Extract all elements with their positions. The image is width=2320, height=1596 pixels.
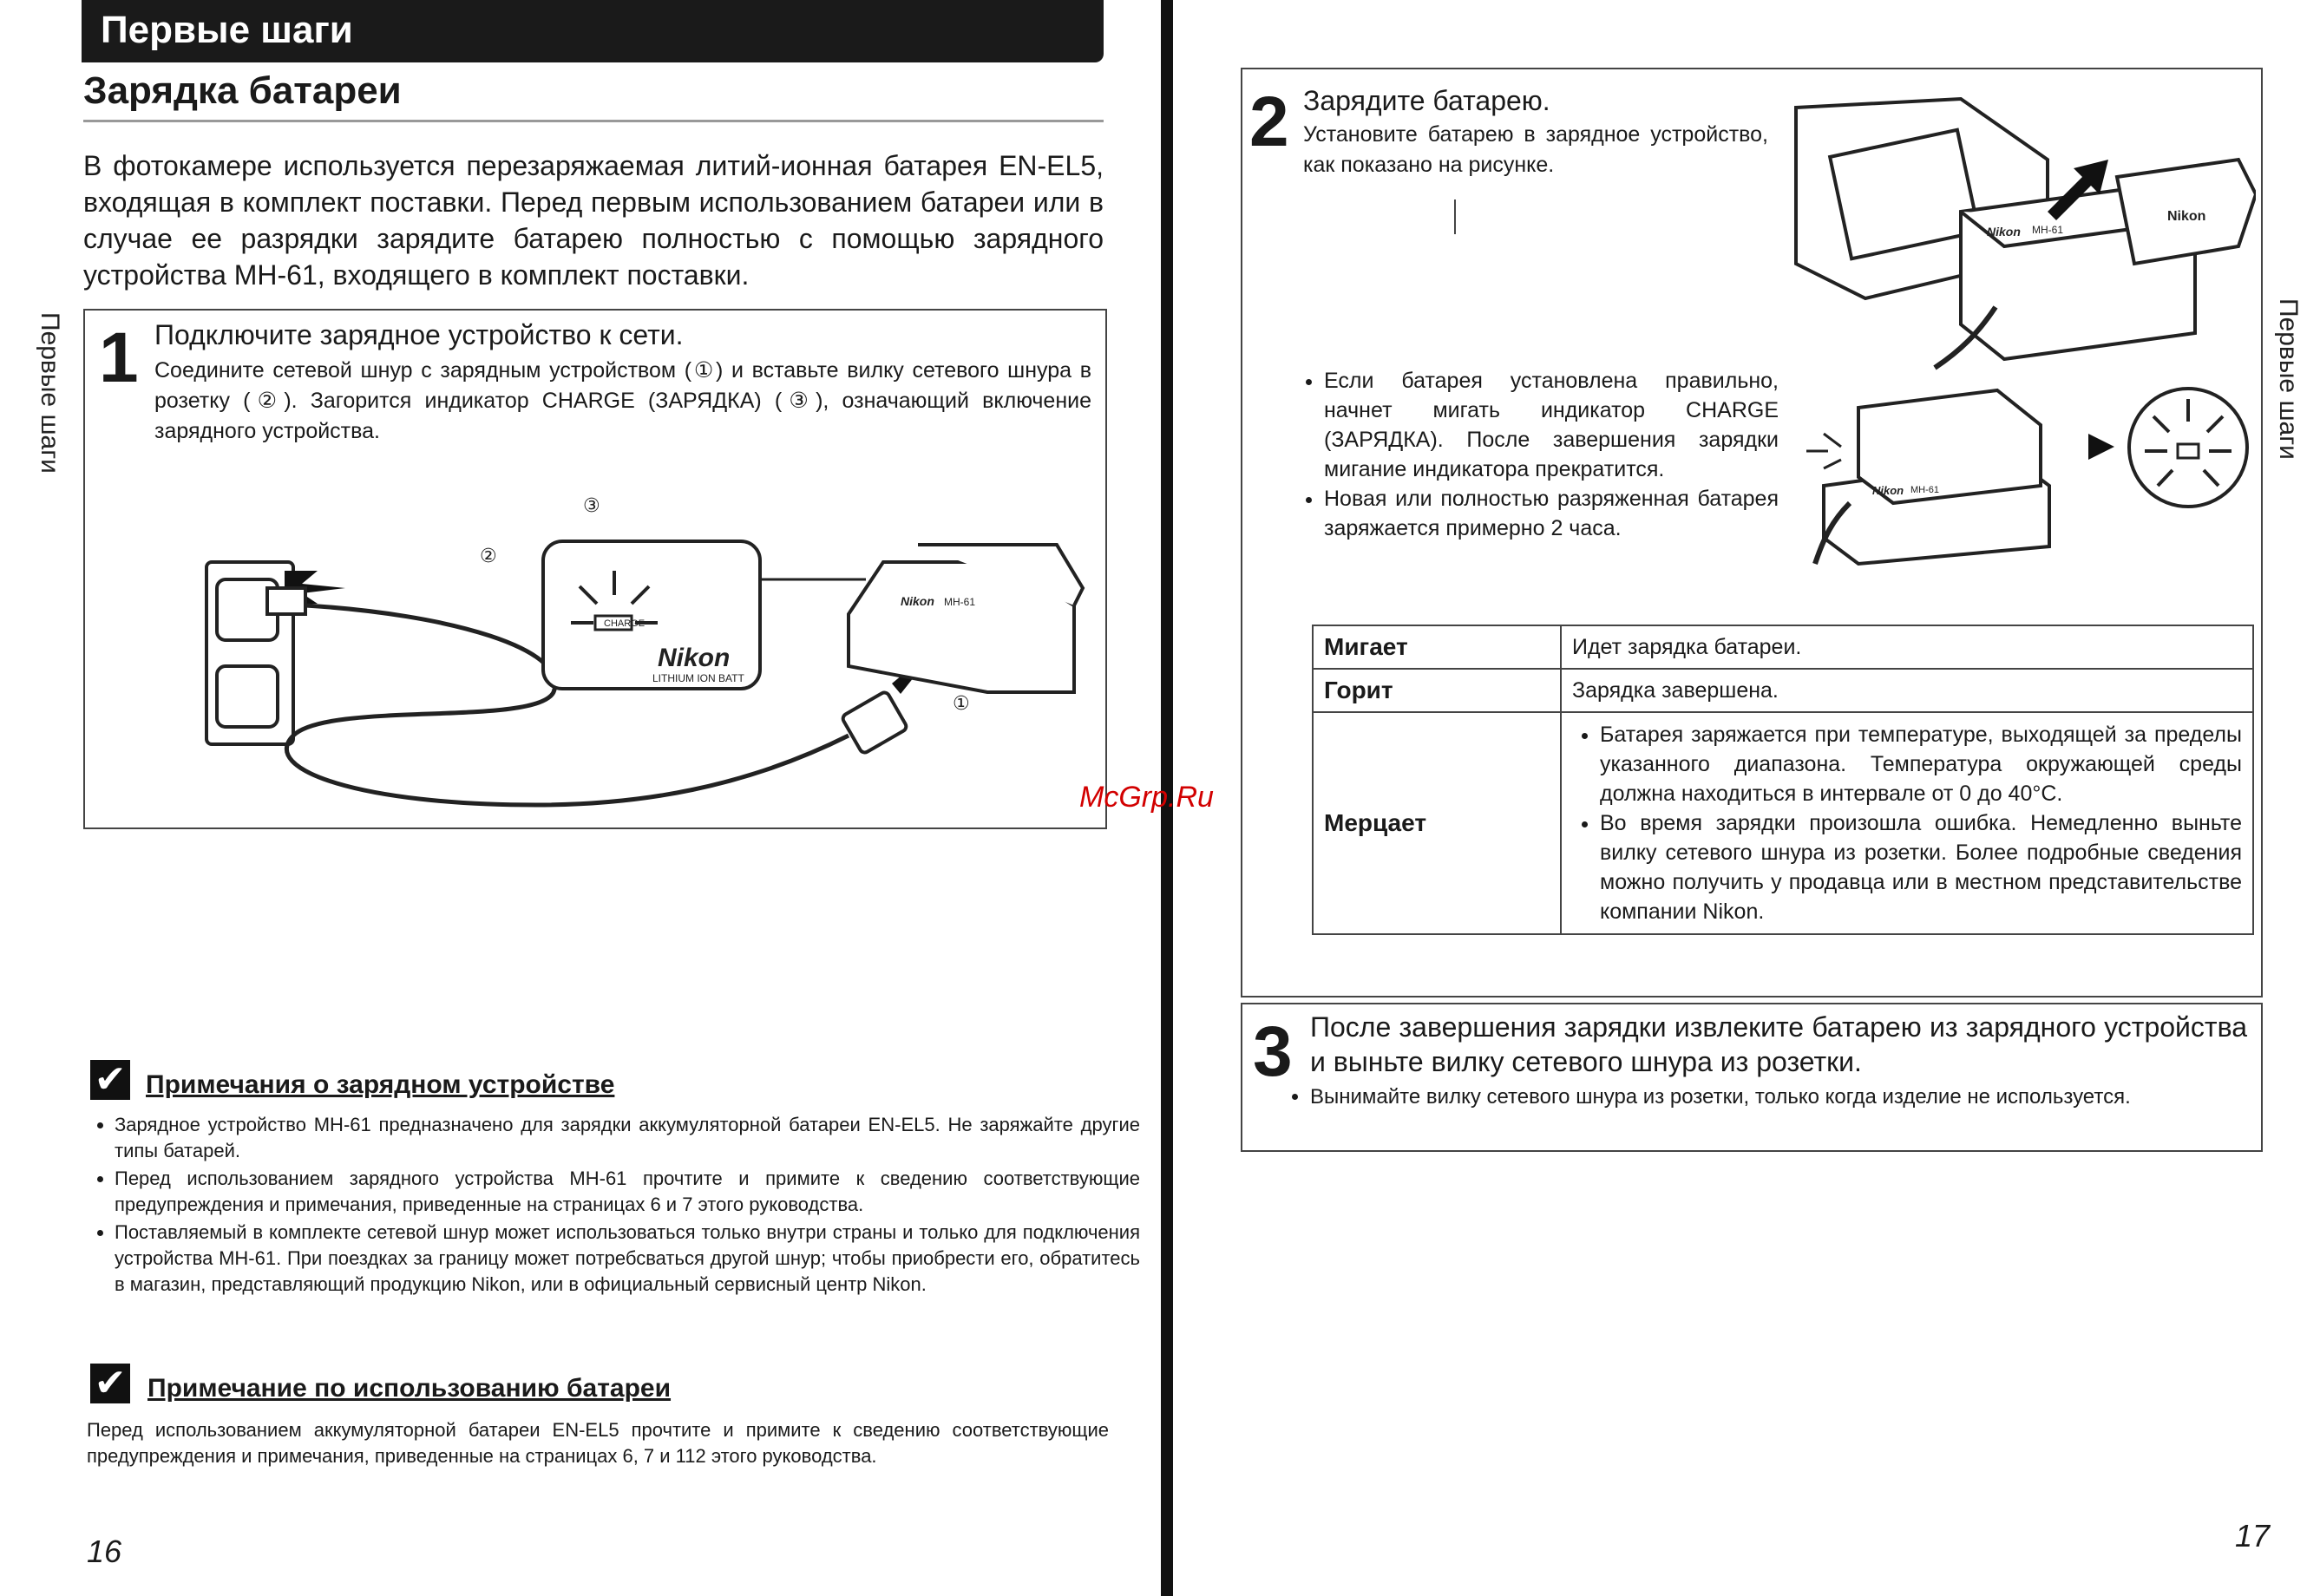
- step2-box: [1241, 68, 2263, 998]
- section-header-bar: [82, 0, 1104, 62]
- charger-model-mid: MH-61: [1910, 485, 1940, 495]
- list-item: • Батарея заряжается при температуре, выходящей за пределы указанного диапазона. Температура окружающей среды должна находиться в интервале от 0 до 40°C.: [1600, 720, 2242, 808]
- step1-text: Соедините сетевой шнур с зарядным устройством (①) и вставьте вилку сетевого шнура в розетку (②). Загорится индикатор CHARGE (ЗАРЯДКА) (③), означающий включение зарядного устройства.: [154, 358, 1091, 443]
- note2-text: Перед использованием аккумуляторной батареи EN-EL5 прочтите и примите к сведению соответствующие предупреждения и примечания, приведенные на страницах 6, 7 и 112 этого руководства.: [87, 1419, 1109, 1467]
- figure-charger-connection: [85, 441, 1105, 822]
- status-value: Зарядка завершена.: [1561, 669, 2253, 712]
- section-header: Первые шаги: [101, 9, 353, 51]
- step2-title: Зарядите батарею.: [1303, 85, 1550, 116]
- callout-1: ①: [953, 692, 970, 714]
- arrow-zoom: [2088, 434, 2114, 460]
- table-row: [1313, 625, 2253, 669]
- checkmark-icon: ✔: [90, 1364, 130, 1403]
- step2-bullets: [1296, 366, 1779, 543]
- step1-box: [83, 309, 1107, 829]
- battery-label: LITHIUM ION BATT: [652, 672, 744, 684]
- title-divider: [83, 120, 1104, 122]
- watermark: McGrp.Ru: [1079, 781, 1214, 814]
- page-number-right: 17: [2235, 1518, 2271, 1553]
- charger-brand: Nikon: [901, 594, 934, 608]
- charger-model: MH-61: [944, 596, 976, 608]
- step1-title: Подключите зарядное устройство к сети.: [154, 319, 684, 350]
- page-number-left: 16: [87, 1534, 122, 1569]
- step2-text: Установите батарею в зарядное устройство, как показано на рисунке.: [1303, 122, 1768, 177]
- table-row: [1313, 669, 2253, 712]
- list-item: • Поставляемый в комплекте сетевой шнур может использоваться только внутри страны и только для подключения устройства MH-61. При поездках за границу может потребсваться другой шнур; чтобы приобрести его, обратитесь в магазин, представляющий продукцию Nikon, или в официальный сервисный центр Nikon.: [115, 1220, 1140, 1298]
- marker-line: [1454, 200, 1456, 234]
- checkmark-icon: ✔: [90, 1060, 130, 1100]
- note1-list: [83, 1112, 1140, 1299]
- step3-title: После завершения зарядки извлеките батарею из зарядного устройства и выньте вилку сетевого шнура из розетки.: [1310, 1011, 2247, 1077]
- status-value: [1561, 712, 2253, 934]
- step3-bullets: [1282, 1083, 2273, 1112]
- step3-number: 3: [1253, 1012, 1293, 1091]
- intro-paragraph: В фотокамере используется перезаряжаемая литий-ионная батарея EN-EL5, входящая в комплект поставки. Перед первым использованием батареи или в случае ее разрядки зарядите батарею полностью с помощью зарядного устройства MH-61, входящего в комплект поставки.: [83, 150, 1104, 291]
- charger-brand-top: Nikon: [1987, 225, 2021, 239]
- status-value: Идет зарядка батареи.: [1561, 625, 2253, 669]
- callout-2: ②: [480, 545, 497, 566]
- side-tab-left: Первые шаги: [36, 312, 64, 474]
- charger-model-top: MH-61: [2032, 224, 2064, 236]
- indicator-zoom-circle: [2129, 389, 2247, 507]
- charger: [849, 545, 1083, 692]
- table-row: [1313, 712, 2253, 934]
- step1-number: 1: [99, 318, 139, 397]
- note1-title: Примечания о зарядном устройстве: [146, 1070, 615, 1099]
- note2-title: Примечание по использованию батареи: [147, 1374, 672, 1403]
- cord-connector: [842, 690, 908, 754]
- list-item: • Если батарея установлена правильно, начнет мигать индикатор CHARGE (ЗАРЯДКА). После завершения зарядки мигание индикатора прекратится.: [1324, 366, 1779, 484]
- flicker-list: [1572, 720, 2242, 926]
- figure-insert-battery: [1787, 90, 2256, 376]
- list-item: • Зарядное устройство MH-61 предназначено для зарядки аккумуляторной батареи EN-EL5. Не заряжайте другие типы батарей.: [115, 1112, 1140, 1164]
- charger-brand-mid: Nikon: [1872, 484, 1904, 497]
- status-table: [1312, 625, 2254, 935]
- list-item: • Вынимайте вилку сетевого шнура из розетки, только когда изделие не используется.: [1310, 1083, 2273, 1112]
- indicator-rays: [1806, 434, 1841, 468]
- step3-box: [1241, 1003, 2263, 1152]
- list-item: • Во время зарядки произошла ошибка. Немедленно выньте вилку сетевого шнура из розетки. Более подробные сведения можно получить у продавца или в местном представительстве компании Nikon.: [1600, 808, 2242, 926]
- charger-mid: [1824, 390, 2049, 564]
- list-item: • Новая или полностью разряженная батарея заряжается примерно 2 часа.: [1324, 484, 1779, 543]
- status-key: Мигает: [1313, 625, 1561, 669]
- side-tab-right: Первые шаги: [2274, 298, 2303, 460]
- plug: [267, 588, 305, 614]
- list-item: • Перед использованием зарядного устройства MH-61 прочтите и примите к сведению соответствующие предупреждения и примечания, приведенные на страницах 6 и 7 этого руководства.: [115, 1166, 1140, 1218]
- status-key: Горит: [1313, 669, 1561, 712]
- figure-charging-indicator: [1789, 364, 2258, 572]
- callout-3: ③: [583, 494, 600, 516]
- charge-label: CHARGE: [604, 618, 646, 629]
- status-key: Мерцает: [1313, 712, 1561, 934]
- brand-logo-zoom: Nikon: [658, 644, 731, 672]
- battery-brand-top: Nikon: [2167, 209, 2206, 224]
- page-title: Зарядка батареи: [83, 69, 402, 112]
- step2-number: 2: [1249, 82, 1289, 161]
